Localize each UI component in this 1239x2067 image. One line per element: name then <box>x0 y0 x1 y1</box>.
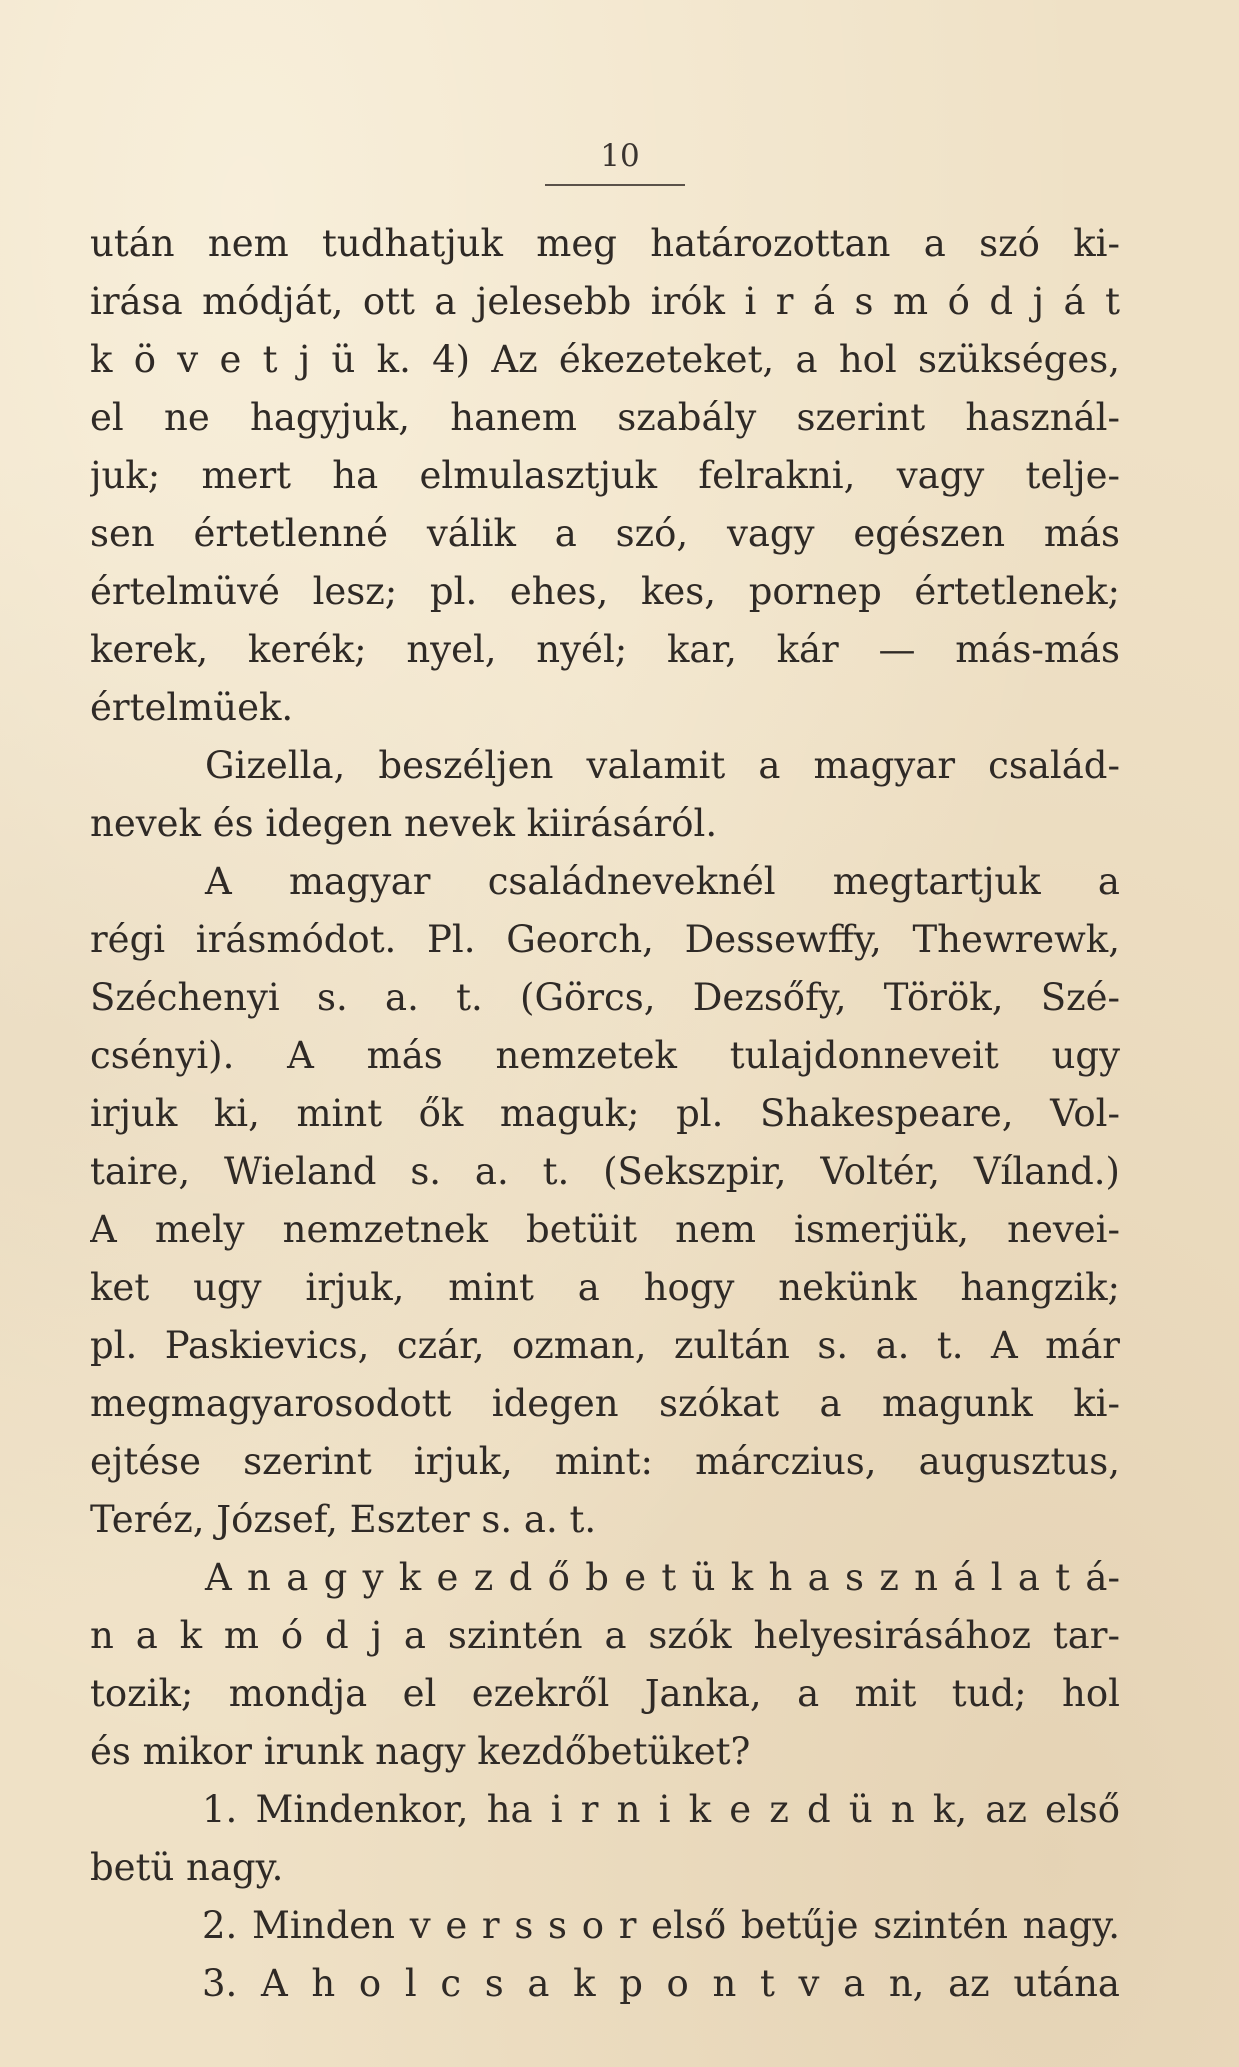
text-line: 3. A h o l c s a k p o n t v a n, az utána <box>202 1962 1120 2005</box>
text-line: régi irásmódot. Pl. Georch, Dessewffy, Thewrewk, <box>90 918 1120 961</box>
text-line: juk; mert ha elmulasztjuk felrakni, vagy telje- <box>90 454 1120 497</box>
text-line: el ne hagyjuk, hanem szabály szerint használ- <box>90 396 1120 439</box>
text-line: irása módját, ott a jelesebb irók i r á s m ó d j á t <box>90 280 1120 323</box>
text-line: tozik; mondja el ezekről Janka, a mit tud; hol <box>90 1672 1120 1715</box>
text-line: 2. Minden v e r s s o r első betűje szintén nagy. <box>202 1904 1120 1947</box>
text-line: n a k m ó d j a szintén a szók helyesirásához tar- <box>90 1614 1120 1657</box>
text-line: Széchenyi s. a. t. (Görcs, Dezsőfy, Török, Szé- <box>90 976 1120 1019</box>
text-line: pl. Paskievics, czár, ozman, zultán s. a. t. A már <box>90 1324 1120 1367</box>
text-line: nevek és idegen nevek kiirásáról. <box>90 802 718 845</box>
text-line: A magyar családneveknél megtartjuk a <box>205 860 1120 903</box>
text-line: kerek, kerék; nyel, nyél; kar, kár — más-más <box>90 628 1120 671</box>
text-line: csényi). A más nemzetek tulajdonneveit ugy <box>90 1034 1120 1077</box>
text-line: 1. Mindenkor, ha i r n i k e z d ü n k, az első <box>202 1788 1120 1831</box>
text-line: értelmüek. <box>90 686 294 729</box>
text-line: A mely nemzetnek betüit nem ismerjük, nevei- <box>90 1208 1120 1251</box>
text-line: Teréz, József, Eszter s. a. t. <box>90 1498 597 1541</box>
page-number: 10 <box>600 138 640 174</box>
text-line: irjuk ki, mint ők maguk; pl. Shakespeare, Vol- <box>90 1092 1120 1135</box>
text-line: Gizella, beszéljen valamit a magyar család- <box>205 744 1120 787</box>
text-line: A n a g y k e z d ő b e t ü k h a s z n á l a t á- <box>205 1556 1120 1599</box>
text-line: taire, Wieland s. a. t. (Sekszpir, Voltér, Víland.) <box>90 1150 1120 1193</box>
text-line: értelmüvé lesz; pl. ehes, kes, pornep értetlenek; <box>90 570 1120 613</box>
text-line: betü nagy. <box>90 1846 284 1889</box>
text-line: k ö v e t j ü k. 4) Az ékezeteket, a hol szükséges, <box>90 338 1120 381</box>
text-line: sen értetlenné válik a szó, vagy egészen más <box>90 512 1120 555</box>
body-text <box>90 215 1120 2013</box>
text-line: megmagyarosodott idegen szókat a magunk ki- <box>90 1382 1120 1425</box>
header-rule <box>545 184 685 186</box>
text-line: után nem tudhatjuk meg határozottan a szó ki- <box>90 222 1120 265</box>
text-line: ket ugy irjuk, mint a hogy nekünk hangzik; <box>90 1266 1120 1309</box>
text-line: ejtése szerint irjuk, mint: márczius, augusztus, <box>90 1440 1120 1483</box>
text-line: és mikor irunk nagy kezdőbetüket? <box>90 1730 751 1773</box>
